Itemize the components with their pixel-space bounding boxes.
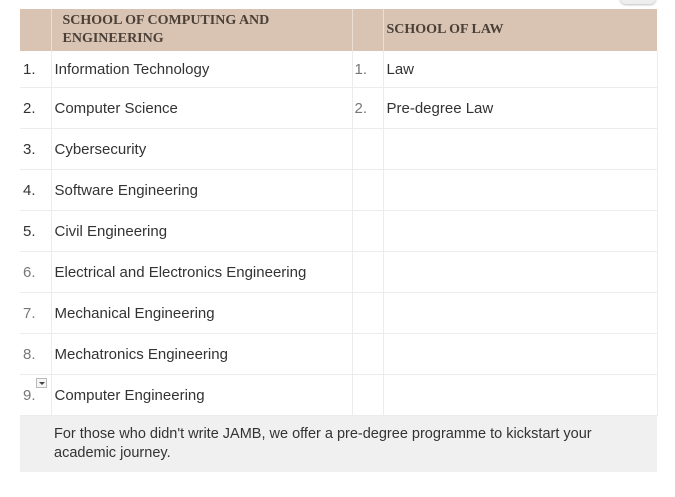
law-programme <box>383 334 657 375</box>
row-number-cell <box>20 375 51 416</box>
table-row <box>20 334 657 375</box>
computing-programme: Information Technology <box>51 51 352 88</box>
law-programme <box>383 129 657 170</box>
computing-programme: Cybersecurity <box>51 129 352 170</box>
computing-programme: Mechanical Engineering <box>51 293 352 334</box>
page-corner-tab <box>620 0 656 4</box>
row-number: 9. <box>23 386 36 404</box>
table-row <box>20 252 657 293</box>
header-number-cell <box>20 9 51 51</box>
computing-programme: Computer Engineering <box>51 375 352 416</box>
pre-degree-note: For those who didn't write JAMB, we offer a pre-degree programme to kickstart your academic journey. <box>54 426 592 461</box>
law-row-number <box>352 211 383 252</box>
law-programme <box>383 293 657 334</box>
header-law: SCHOOL OF LAW <box>383 9 657 51</box>
row-number: 8. <box>20 334 51 375</box>
header-computing: SCHOOL OF COMPUTING AND ENGINEERING <box>51 9 352 51</box>
table-row <box>20 88 657 129</box>
table-row <box>20 170 657 211</box>
row-number: 7. <box>20 293 51 334</box>
law-row-number <box>352 375 383 416</box>
law-row-number <box>352 252 383 293</box>
computing-programme: Computer Science <box>51 88 352 129</box>
computing-programme: Civil Engineering <box>51 211 352 252</box>
table-header-row <box>20 9 657 51</box>
law-row-number <box>352 129 383 170</box>
computing-programme: Electrical and Electronics Engineering <box>51 252 352 293</box>
law-programme <box>383 211 657 252</box>
law-programme: Law <box>383 51 657 88</box>
programmes-table <box>20 9 658 472</box>
row-number: 4. <box>20 170 51 211</box>
row-number: 1. <box>20 51 51 88</box>
table-row <box>20 375 657 416</box>
law-row-number: 1. <box>352 51 383 88</box>
law-programme <box>383 375 657 416</box>
law-programme <box>383 170 657 211</box>
chevron-down-icon[interactable] <box>36 378 47 388</box>
table-row <box>20 211 657 252</box>
row-number: 3. <box>20 129 51 170</box>
header-number-cell <box>352 9 383 51</box>
law-row-number <box>352 293 383 334</box>
row-number: 6. <box>20 252 51 293</box>
row-number: 5. <box>20 211 51 252</box>
law-row-number <box>352 334 383 375</box>
law-programme: Pre-degree Law <box>383 88 657 129</box>
footer-cell <box>20 416 657 473</box>
table-row <box>20 129 657 170</box>
computing-programme: Software Engineering <box>51 170 352 211</box>
computing-programme: Mechatronics Engineering <box>51 334 352 375</box>
table-row <box>20 293 657 334</box>
table-row <box>20 51 657 88</box>
law-row-number: 2. <box>352 88 383 129</box>
row-number: 2. <box>20 88 51 129</box>
law-row-number <box>352 170 383 211</box>
footer-row <box>20 416 657 473</box>
law-programme <box>383 252 657 293</box>
